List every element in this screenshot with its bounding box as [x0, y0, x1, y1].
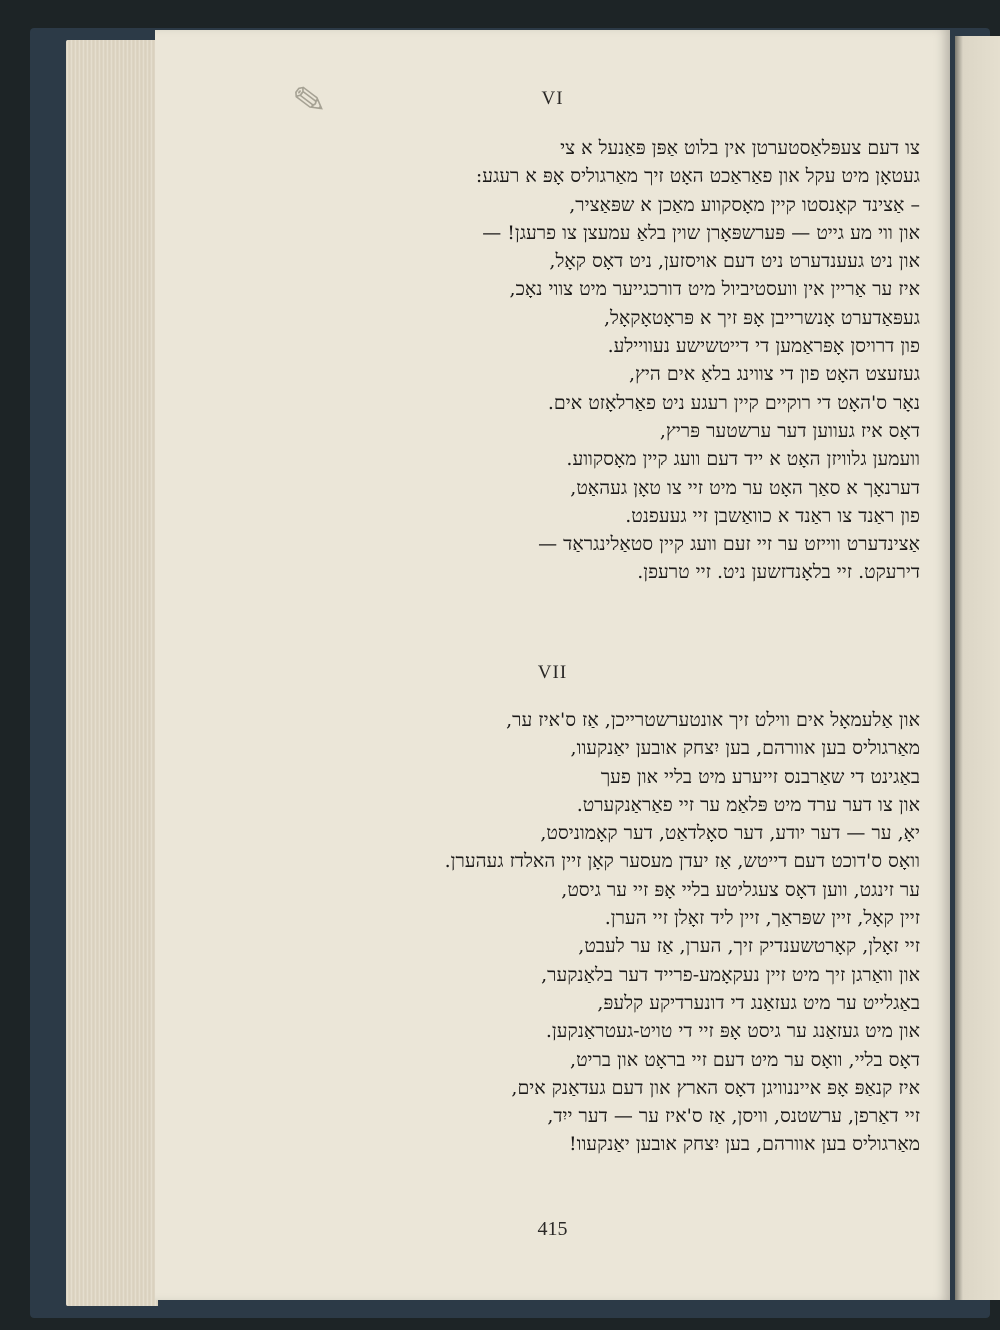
text-line: יאָ, ער — דער יודע, דער סאָלדאַט, דער קאָמוניסט,	[540, 822, 920, 845]
text-line: באַגלייט ער מיט געזאַנג די דונערדיקע קלעפּ,	[597, 991, 920, 1014]
text-line: און ניט געענדערט ניט דעם אויסזען, ניט דאָס קאָל,	[549, 250, 920, 273]
section-heading-vii: VII	[537, 662, 568, 683]
text-line: מאַרגוליס בען אוורהם, בען יִצחק אובען יאַנקעוו!	[568, 1133, 920, 1156]
text-line: זיי זאָלן, קאָרטשענדיק זיך, הערן, אַז ער לעבט,	[578, 935, 920, 958]
text-line: מאַרגוליס בען אוורהם, בען יִצחק אובען יאַנקעוו,	[570, 737, 920, 760]
text-line: און וואַרגן זיך מיט זיין נעקאָמע-פרייד דער בלאַנקער,	[541, 963, 920, 986]
text-line: אַצינדערט ווייזט ער זיי זעם וועג קיין סטאַלינגראַד —	[538, 533, 920, 556]
text-line: – אַצינד קאָנסטו קיין מאָסקווע מאַכן א שפּאַציר,	[569, 193, 920, 216]
section-vi-text	[320, 134, 920, 587]
section-heading-vi: VI	[541, 88, 564, 109]
text-line: נאָר ס'האָט די רוקיים קיין רעגע ניט פאַרלאָזט אים.	[547, 391, 920, 414]
text-line: זיין קאָל, זיין שפּראַך, זיין ליד זאָלן זיי הערן.	[604, 907, 920, 930]
text-line: און צו דער ערד מיט פּלאַמ ער זיי פאַראַנקערט.	[576, 793, 920, 816]
section-vii-text	[320, 706, 920, 1159]
text-line: ער זינגט, ווען דאָס צעגליטע בליי אָפּ זיי ער גיסט,	[561, 878, 920, 901]
page-number: 415	[537, 1218, 568, 1240]
page-edges	[66, 40, 158, 1306]
text-line: וואָס ס'דוכט דעם דייטש, אַז יעדן מעסער קאָן זיין האלדז געהערן.	[444, 850, 920, 873]
text-line: איז ער אַריין אין וועסטיביול מיט דורכגייער מיט צווי נאָכ,	[509, 278, 920, 301]
text-line: פון ראַנד צו ראַנד א כוואַשבן זיי געעפנט.	[625, 504, 920, 527]
text-line: דאָס איז געווען דער ערשטער פּריץ,	[659, 419, 920, 442]
text-line: זיי דאַרפן, ערשטנס, וויסן, אַז ס'איז ער — דער ייִד,	[547, 1105, 920, 1128]
text-line: באַגינט די שאַרבנס זייערע מיט בליי און פעך	[600, 765, 920, 788]
pencil-mark-icon: ✎	[289, 76, 330, 127]
text-line: געטאָן מיט עקל און פאַראַכט האָט זיך מאַרגוליס אָפּ א רעגע:	[475, 165, 920, 188]
text-line: דירעקט. זיי בלאָנדזשען ניט. זיי טרעפן.	[637, 561, 920, 584]
book-page	[155, 30, 950, 1300]
text-line: דאָס בליי, וואָס ער מיט דעם זיי בראָט און בריט,	[570, 1048, 920, 1071]
text-line: איז קנאַפּ אָפּ אייננוויגן דאָס הארץ און דעם געדאַנק אים,	[511, 1076, 920, 1099]
text-line: און מיט געזאַנג ער גיסט אָפּ זיי די טויט-געטראַנקען.	[545, 1020, 920, 1043]
facing-page-edge	[955, 36, 1000, 1300]
text-line: און ווי מע גייט — פּערשפּאָרן שוין בלאַ עמעצן צו פרעגן! —	[482, 221, 920, 244]
text-line: פון דרויסן אָפּראַמען די דייטשישע נעוויילע.	[607, 335, 920, 358]
text-line: געזעצט האָט פון די צווינג בלאַ אים היץ,	[628, 363, 920, 386]
text-line: געפּאַדערט אָנשרייבן אָפּ זיך א פּראָטאָקאָל,	[603, 306, 920, 329]
text-line: וועמען גלוויזן האָט א ייד דעם וועג קיין מאָסקווע.	[566, 448, 920, 471]
text-line: און אַלעמאָל אים ווילט זיך אונטערשטרייכן, אַז ס'איז ער,	[506, 709, 920, 731]
text-line: צו דעם צעפּלאַסטערטן אין בלוט אַפּן פּאַנעל א צי	[560, 137, 920, 159]
text-line: דערנאָך א סאַך האָט ער מיט זיי צו טאָן געהאַט,	[570, 476, 920, 499]
